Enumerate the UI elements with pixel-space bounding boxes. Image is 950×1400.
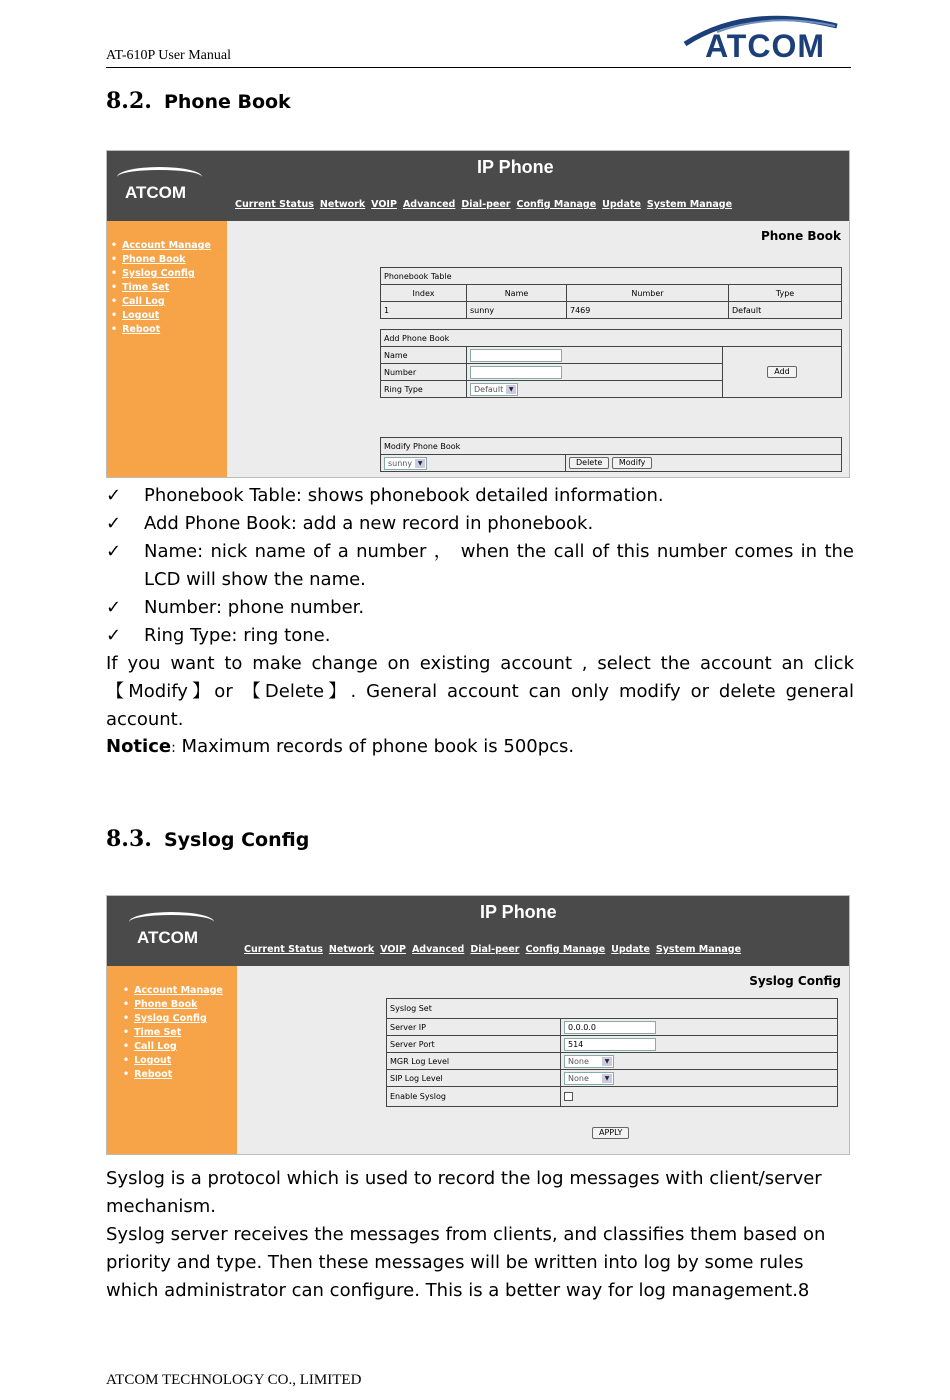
ring-type-select[interactable] xyxy=(470,383,518,396)
server-ip-input[interactable]: 0.0.0.0 xyxy=(564,1021,656,1034)
nav-system-manage[interactable]: System Manage xyxy=(655,944,742,955)
ring-type-label: Ring Type xyxy=(381,381,467,398)
delete-button[interactable]: Delete xyxy=(569,457,609,469)
paragraph-syslog-definition: Syslog is a protocol which is used to record the log messages with client/server mechanism. xyxy=(106,1168,822,1217)
modify-entry-value: sunny xyxy=(388,458,413,468)
enable-syslog-checkbox[interactable] xyxy=(564,1092,573,1101)
sidebar-item-syslog-config[interactable]: • Syslog Config xyxy=(123,1012,223,1026)
nav-system-manage[interactable]: System Manage xyxy=(646,199,733,210)
cell-number: 7469 xyxy=(567,302,729,319)
apply-button[interactable]: APPLY xyxy=(592,1127,629,1139)
page-label: Syslog Config xyxy=(749,974,841,988)
sidebar-item-phone-book[interactable]: • Phone Book xyxy=(111,253,211,267)
check-icon: ✓ xyxy=(106,625,122,646)
sidebar-item-time-set[interactable]: • Time Set xyxy=(123,1026,223,1040)
notice-label: Notice xyxy=(106,736,172,757)
server-port-label: Server Port xyxy=(387,1036,561,1053)
sidebar-item-reboot[interactable]: • Reboot xyxy=(123,1068,223,1082)
nav-update[interactable]: Update xyxy=(611,944,650,955)
bullet-text: Phonebook Table: shows phonebook detailed information. xyxy=(144,485,664,506)
check-icon: ✓ xyxy=(106,485,122,506)
check-icon: ✓ xyxy=(106,597,122,618)
nav-config-manage[interactable]: Config Manage xyxy=(525,944,606,955)
nav-network[interactable]: Network xyxy=(319,199,366,210)
syslog-set-caption: Syslog Set xyxy=(387,999,838,1019)
nav-dial-peer[interactable]: Dial-peer xyxy=(461,199,511,210)
mgr-log-level-select[interactable] xyxy=(564,1055,614,1068)
shot-topbar xyxy=(107,896,849,966)
sidebar xyxy=(107,221,227,478)
chevron-down-icon: ▼ xyxy=(602,1057,612,1066)
section-number: 8.3. xyxy=(106,826,152,852)
sidebar-item-call-log[interactable]: • Call Log xyxy=(111,295,211,309)
nav-voip[interactable]: VOIP xyxy=(371,199,397,210)
section-heading-phone-book xyxy=(106,88,291,116)
bullet-text: Add Phone Book: add a new record in phonebook. xyxy=(144,513,594,534)
phone-book-screenshot xyxy=(106,150,850,478)
phonebook-table xyxy=(380,267,842,319)
modify-button[interactable]: Modify xyxy=(612,457,653,469)
cell-name: sunny xyxy=(467,302,567,319)
column-header-index: Index xyxy=(381,285,467,302)
server-port-input[interactable]: 514 xyxy=(564,1038,656,1051)
server-ip-label: Server IP xyxy=(387,1019,561,1036)
section-heading-syslog-config xyxy=(106,826,309,854)
chevron-down-icon: ▼ xyxy=(415,459,425,468)
column-header-type: Type xyxy=(729,285,842,302)
chevron-down-icon: ▼ xyxy=(506,385,516,394)
number-label: Number xyxy=(381,364,467,381)
top-nav xyxy=(235,199,732,210)
nav-network[interactable]: Network xyxy=(328,944,375,955)
nav-voip[interactable]: VOIP xyxy=(380,944,406,955)
page-label: Phone Book xyxy=(760,229,841,243)
column-header-number: Number xyxy=(567,285,729,302)
cell-type: Default xyxy=(729,302,842,319)
app-title: IP Phone xyxy=(477,157,554,177)
name-label: Name xyxy=(381,347,467,364)
nav-advanced[interactable]: Advanced xyxy=(411,944,465,955)
atcom-logo xyxy=(677,10,847,66)
bullet-text: Name: nick name of a number ， when the call of this number comes in the LCD will show the name. xyxy=(144,541,854,590)
paragraph-syslog-server: Syslog server receives the messages from clients, and classifies them based on priority and type. Then these messages will be written into log by some rules which administrator can configure. This is a better way for log management.8 xyxy=(106,1224,826,1301)
nav-current-status[interactable]: Current Status xyxy=(244,944,323,955)
nav-update[interactable]: Update xyxy=(602,199,641,210)
sidebar-item-account-manage[interactable]: • Account Manage xyxy=(123,984,223,998)
sidebar-menu xyxy=(111,239,211,337)
shot-logo: ATCOM xyxy=(125,183,187,202)
table-row[interactable] xyxy=(381,302,842,319)
sidebar-menu xyxy=(123,984,223,1082)
notice-text: Maximum records of phone book is 500pcs. xyxy=(181,736,575,757)
enable-syslog-label: Enable Syslog xyxy=(387,1087,561,1107)
cell-index: 1 xyxy=(381,302,467,319)
chevron-down-icon: ▼ xyxy=(602,1074,612,1083)
phonebook-table-caption: Phonebook Table xyxy=(381,268,842,285)
notice-separator: : xyxy=(171,740,176,756)
bullet-text: Number: phone number. xyxy=(144,597,365,618)
document-footer: ATCOM TECHNOLOGY CO., LIMITED xyxy=(106,1372,362,1388)
check-icon: ✓ xyxy=(106,541,122,562)
modify-phone-book-caption: Modify Phone Book xyxy=(381,438,842,455)
sidebar-item-reboot[interactable]: • Reboot xyxy=(111,323,211,337)
section-title: Syslog Config xyxy=(163,829,310,851)
add-button[interactable]: Add xyxy=(767,366,797,378)
manual-title: AT-610P User Manual xyxy=(106,48,231,63)
sip-log-level-value: None xyxy=(568,1073,589,1083)
sidebar-item-time-set[interactable]: • Time Set xyxy=(111,281,211,295)
name-input[interactable] xyxy=(470,349,562,362)
document-header xyxy=(106,10,851,68)
nav-advanced[interactable]: Advanced xyxy=(402,199,456,210)
nav-dial-peer[interactable]: Dial-peer xyxy=(470,944,520,955)
column-header-name: Name xyxy=(467,285,567,302)
sidebar-item-call-log[interactable]: • Call Log xyxy=(123,1040,223,1054)
section-title: Phone Book xyxy=(163,91,291,113)
add-phone-book-table xyxy=(380,329,842,398)
shot-topbar xyxy=(107,151,849,221)
sip-log-level-select[interactable] xyxy=(564,1072,614,1085)
app-title: IP Phone xyxy=(480,902,557,922)
notice-line xyxy=(106,733,854,762)
add-button-cell xyxy=(723,347,842,398)
nav-config-manage[interactable]: Config Manage xyxy=(516,199,597,210)
sidebar-item-phone-book[interactable]: • Phone Book xyxy=(123,998,223,1012)
sidebar xyxy=(107,966,237,1155)
bullet-text: Ring Type: ring tone. xyxy=(144,625,331,646)
modify-phone-book-table xyxy=(380,437,842,472)
sip-log-level-label: SIP Log Level xyxy=(387,1070,561,1087)
paragraph-modify-delete: If you want to make change on existing account , select the account an click 【Modify】or 【Delete】. General account can only modify or delete general account. xyxy=(106,653,854,730)
sidebar-item-syslog-config[interactable]: • Syslog Config xyxy=(111,267,211,281)
logo-text: ATCOM xyxy=(705,28,825,64)
add-phone-book-caption: Add Phone Book xyxy=(381,330,842,347)
sidebar-item-logout[interactable]: • Logout xyxy=(123,1054,223,1068)
ring-type-value: Default xyxy=(474,384,504,394)
syslog-config-screenshot xyxy=(106,895,850,1155)
nav-current-status[interactable]: Current Status xyxy=(235,199,314,210)
top-nav xyxy=(244,944,741,955)
sidebar-item-account-manage[interactable]: • Account Manage xyxy=(111,239,211,253)
shot-logo: ATCOM xyxy=(137,928,199,947)
mgr-log-level-value: None xyxy=(568,1056,589,1066)
mgr-log-level-label: MGR Log Level xyxy=(387,1053,561,1070)
section-number: 8.2. xyxy=(106,88,152,114)
check-icon: ✓ xyxy=(106,513,122,534)
number-input[interactable] xyxy=(470,366,562,379)
modify-entry-select[interactable] xyxy=(384,457,427,470)
syslog-set-table xyxy=(386,998,838,1107)
sidebar-item-logout[interactable]: • Logout xyxy=(111,309,211,323)
